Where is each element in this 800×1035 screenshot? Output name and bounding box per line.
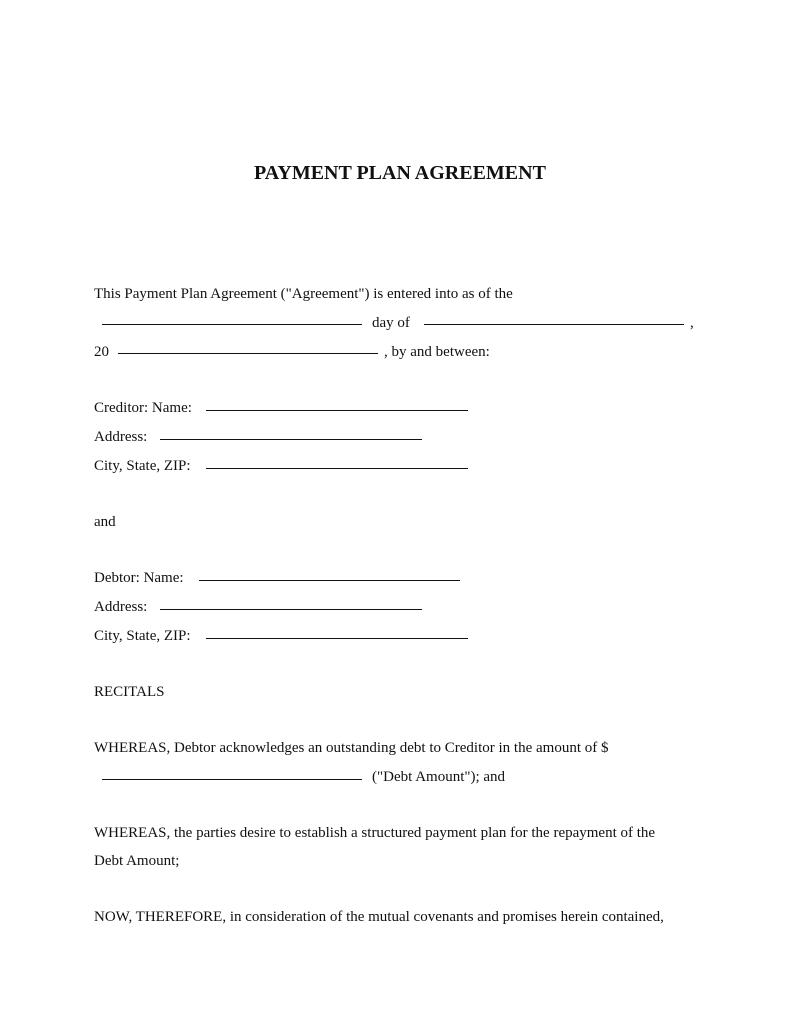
debtor-city-field[interactable] — [206, 638, 468, 639]
debtor-name-label: Debtor: Name: — [94, 570, 184, 586]
debtor-address-label: Address: — [94, 599, 148, 615]
day-of-label: day of — [372, 315, 410, 331]
recitals-heading: RECITALS — [94, 684, 165, 700]
document-title: PAYMENT PLAN AGREEMENT — [254, 162, 546, 184]
month-field[interactable] — [424, 324, 684, 325]
year-prefix: 20 — [94, 344, 109, 360]
creditor-address-label: Address: — [94, 429, 148, 445]
debtor-address-field[interactable] — [160, 609, 422, 610]
creditor-address-field[interactable] — [160, 439, 422, 440]
comma-text: , — [690, 315, 694, 331]
creditor-name-field[interactable] — [206, 410, 468, 411]
intro-text: This Payment Plan Agreement ("Agreement") is entered into as of the — [94, 286, 513, 302]
now-therefore-text: NOW, THEREFORE, in consideration of the mutual covenants and promises herein contained, — [94, 909, 664, 925]
whereas-plan-text-line2: Debt Amount; — [94, 853, 180, 869]
debt-amount-field[interactable] — [102, 779, 362, 780]
by-and-between-text: , by and between: — [384, 344, 490, 360]
debtor-city-label: City, State, ZIP: — [94, 628, 191, 644]
debtor-name-field[interactable] — [199, 580, 460, 581]
year-field[interactable] — [118, 353, 378, 354]
debt-amount-label: ("Debt Amount"); and — [372, 769, 506, 785]
day-field[interactable] — [102, 324, 362, 325]
creditor-city-field[interactable] — [206, 468, 468, 469]
whereas-plan-text-line1: WHEREAS, the parties desire to establish a structured payment plan for the repayment of the — [94, 825, 656, 841]
creditor-city-label: City, State, ZIP: — [94, 458, 191, 474]
creditor-name-label: Creditor: Name: — [94, 400, 192, 416]
whereas-debt-text: WHEREAS, Debtor acknowledges an outstanding debt to Creditor in the amount of $ — [94, 740, 609, 756]
and-text: and — [94, 514, 116, 530]
